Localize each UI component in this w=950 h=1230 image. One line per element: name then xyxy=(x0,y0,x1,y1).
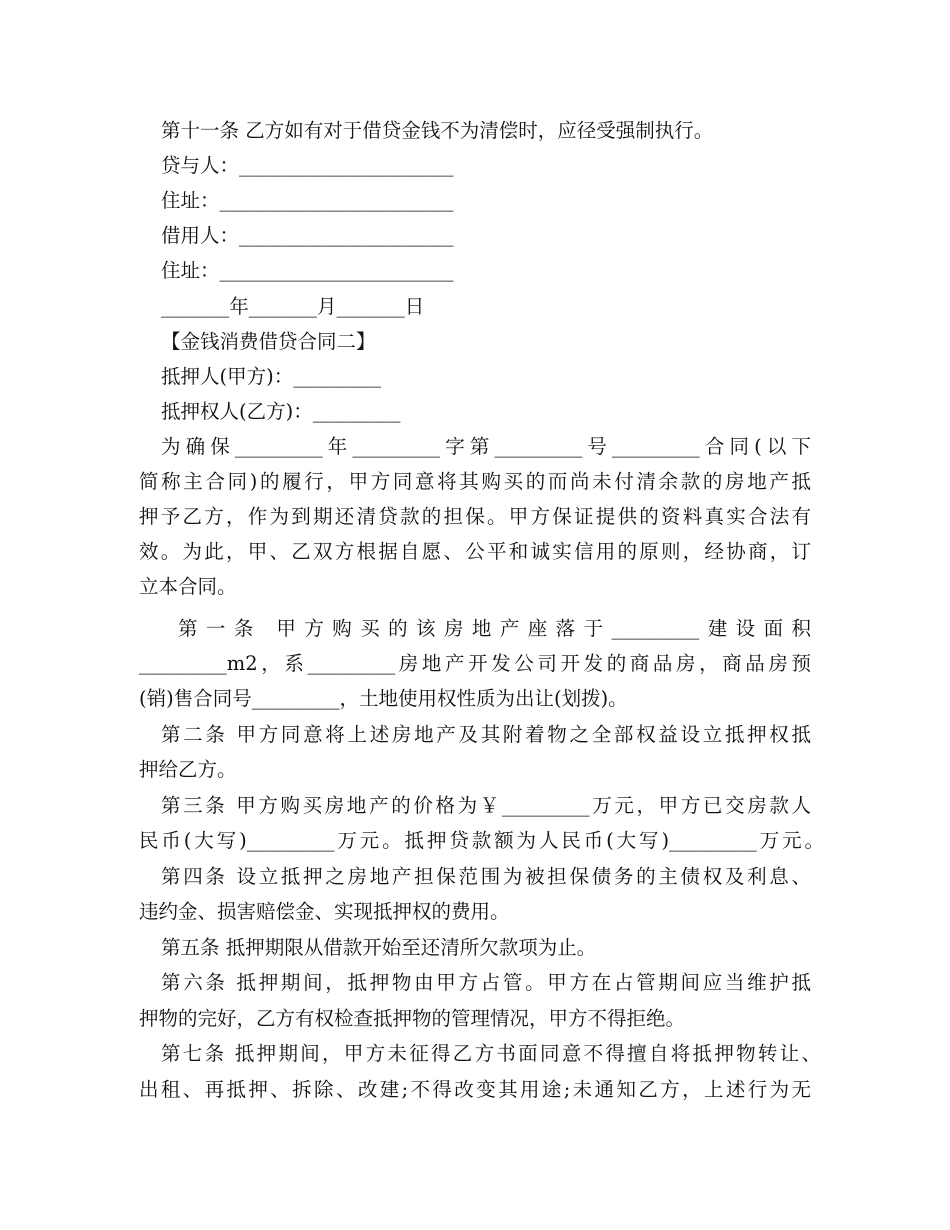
lender-address-line: 住址：________________________ xyxy=(161,189,454,212)
preamble-line-1: 为确保_________年_________字第_________号_________合同(以下 xyxy=(161,435,811,458)
article-3-line-1: 第三条 甲方购买房地产的价格为￥_________万元，甲方已交房款人 xyxy=(161,794,811,817)
lender-field-line: 贷与人：______________________ xyxy=(161,154,454,177)
article-5-line: 第五条 抵押期限从借款开始至还清所欠款项为止。 xyxy=(161,936,597,959)
article-7-line-1: 第七条 抵押期间，甲方未征得乙方书面同意不得擅自将抵押物转让、 xyxy=(161,1042,821,1065)
section-title-contract-2: 【金钱消费借贷合同二】 xyxy=(161,330,376,353)
borrower-address-line: 住址：________________________ xyxy=(161,259,454,282)
article-6-line-2: 押物的完好，乙方有权检查抵押物的管理情况，甲方不得拒绝。 xyxy=(139,1007,686,1030)
article-2-line-2: 押给乙方。 xyxy=(139,758,237,781)
article-4-line-2: 违约金、损害赔偿金、实现抵押权的费用。 xyxy=(139,900,510,923)
article-7-line-2: 出租、再抵押、拆除、改建;不得改变其用途;未通知乙方，上述行为无 xyxy=(139,1078,811,1101)
preamble-line-4: 效。为此，甲、乙双方根据自愿、公平和诚实信用的原则，经协商，订 xyxy=(139,540,811,563)
article-1-line-1: 第一条 甲方购买的该房地产座落于_________建设面积 xyxy=(178,617,811,640)
mortgagor-line: 抵押人(甲方)：_________ xyxy=(161,365,381,388)
article-1-line-3: (销)售合同号_________，土地使用权性质为出让(划拨)。 xyxy=(139,687,628,710)
article-3-line-2: 民币(大写)_________万元。抵押贷款额为人民币(大写)_________万元。 xyxy=(139,829,824,852)
article-1-line-2: _________m2，系_________房地产开发公司开发的商品房，商品房预 xyxy=(139,652,811,675)
preamble-line-2: 简称主合同)的履行，甲方同意将其购买的而尚未付清余款的房地产抵 xyxy=(139,470,811,493)
mortgagee-line: 抵押权人(乙方)：_________ xyxy=(161,400,401,423)
preamble-line-3: 押予乙方，作为到期还清贷款的担保。甲方保证提供的资料真实合法有 xyxy=(139,505,811,528)
preamble-line-5: 立本合同。 xyxy=(139,575,237,598)
article-11-line: 第十一条 乙方如有对于借贷金钱不为清偿时，应径受强制执行。 xyxy=(161,119,714,142)
date-line: _______年_______月_______日 xyxy=(161,295,425,318)
article-6-line-1: 第六条 抵押期间，抵押物由甲方占管。甲方在占管期间应当维护抵 xyxy=(161,971,811,994)
article-4-line-1: 第四条 设立抵押之房地产担保范围为被担保债务的主债权及利息、 xyxy=(161,865,811,888)
article-2-line-1: 第二条 甲方同意将上述房地产及其附着物之全部权益设立抵押权抵 xyxy=(161,723,811,746)
borrower-field-line: 借用人：______________________ xyxy=(161,224,454,247)
